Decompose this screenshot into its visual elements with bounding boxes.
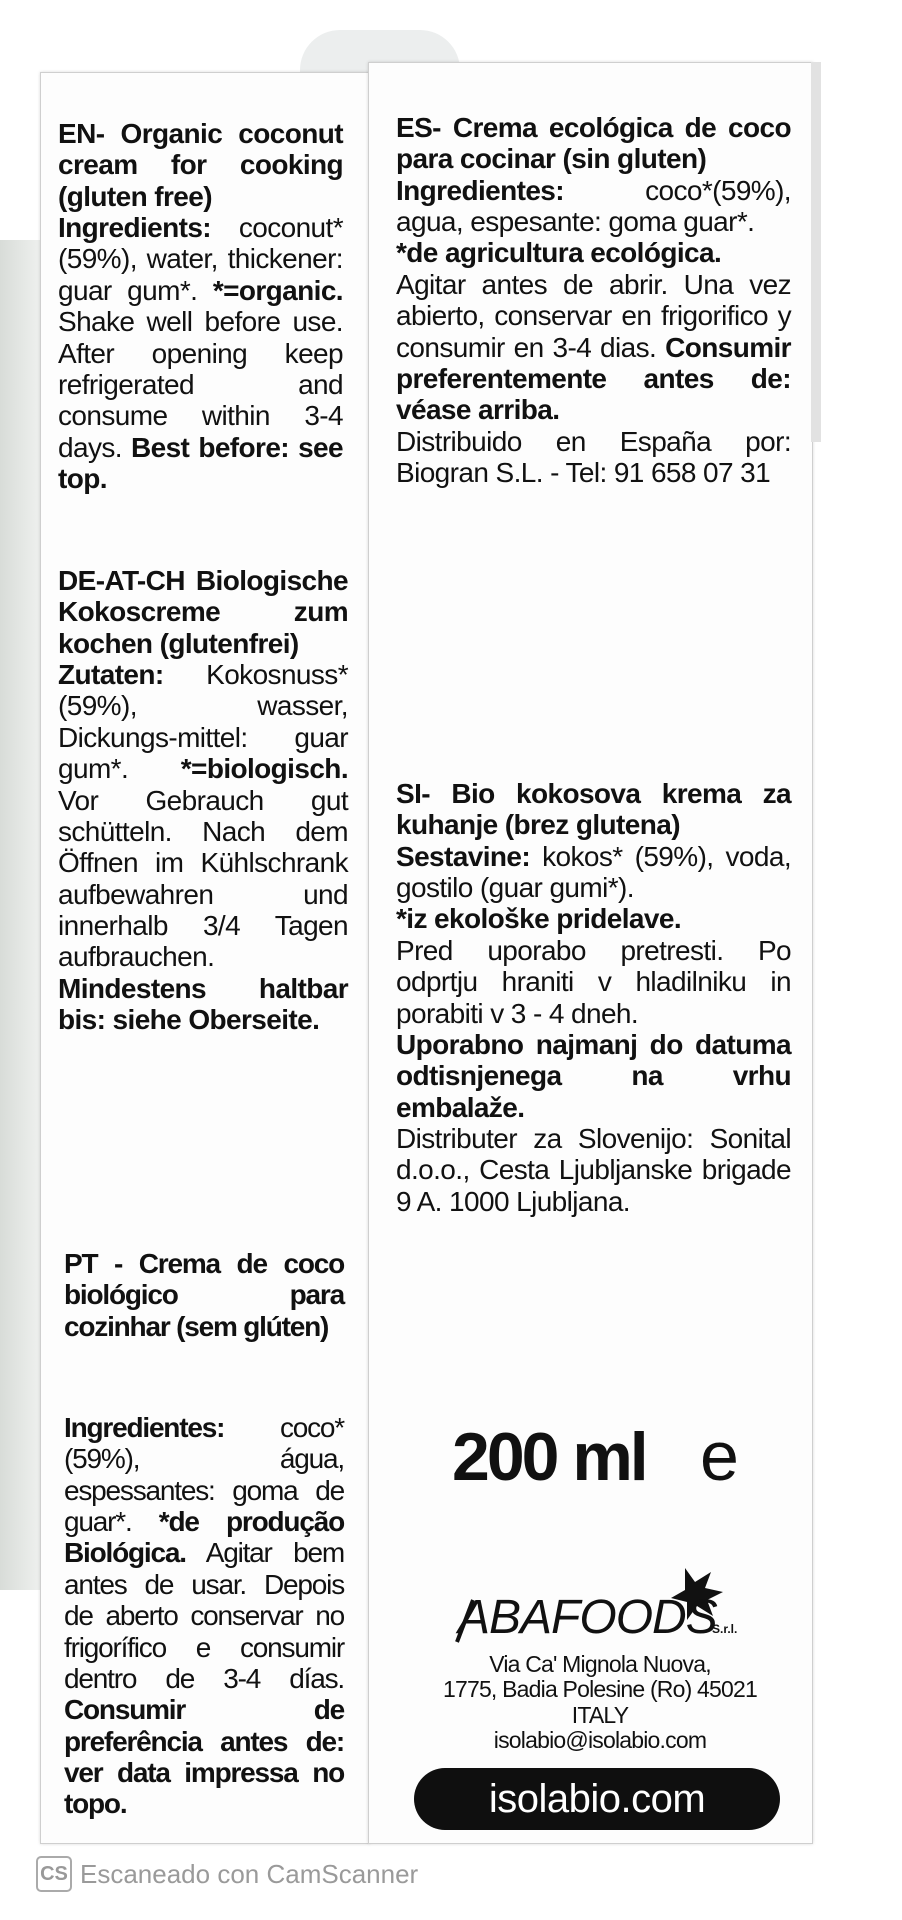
- address-line-2: 1775, Badia Polesine (Ro) 45021: [442, 1676, 758, 1703]
- brand-suffix: S.r.l.: [712, 1622, 738, 1636]
- slovenian-section: [396, 778, 791, 1217]
- portuguese-organic-note: *de produção Biológica.: [64, 1506, 344, 1569]
- net-volume: 200 ml: [452, 1419, 646, 1495]
- camscanner-label: Escaneado con CamScanner: [80, 1858, 419, 1889]
- spanish-instructions: Agitar antes de abrir. Una vez abierto, conservar en frigorifico y consumir en 3-4 dias.: [396, 268, 791, 363]
- brand-email: isolabio@isolabio.com: [493, 1726, 707, 1753]
- english-instructions: Shake well before use. After opening keep refrigerated and consume within 3-4 days.: [58, 306, 343, 463]
- spanish-title: ES- Crema ecológica de coco para cocinar (sin gluten): [396, 112, 791, 175]
- english-best-before: Best before:: [130, 431, 290, 463]
- spanish-section: [396, 112, 791, 488]
- spanish-ingredients-label: Ingredientes:: [396, 174, 565, 206]
- german-title: DE-AT-CH Biologische Kokoscreme zum kochen (glutenfrei): [58, 565, 348, 659]
- website-text: isolabio.com: [488, 1776, 706, 1821]
- english-title: EN- Organic coconut cream for cooking (gluten free): [58, 118, 343, 212]
- spanish-ingredients: coco*(59%), agua, espesante: goma guar*.: [396, 174, 791, 238]
- estimated-sign-icon: e: [700, 1417, 739, 1495]
- english-best-before-value: see top.: [58, 431, 343, 494]
- address-country: ITALY: [571, 1701, 629, 1728]
- camscanner-watermark: [36, 1856, 418, 1892]
- spanish-distributor: Distribuido en España por: Biogran S.L. - Tel: 91 658 07 31: [396, 425, 791, 488]
- background-shadow: [0, 240, 40, 1590]
- portuguese-instructions: Agitar bem antes de usar. Depois de aberto conservar no frigorífico e consumir dentro de 3-4 días.: [64, 1537, 344, 1694]
- address-line-1: Via Ca' Mignola Nuova,: [489, 1651, 711, 1677]
- slovenian-ingredients-label: Sestavine:: [396, 840, 531, 872]
- slovenian-distributor: Distributer za Slovenijo: Sonital d.o.o., Cesta Ljubljanske brigade 9 A. 1000 Ljubljana.: [396, 1122, 791, 1217]
- german-ingredients-label: Zutaten:: [58, 659, 164, 691]
- german-instructions: Vor Gebrauch gut schütteln. Nach dem Öffnen im Kühlschrank aufbewahren und innerhalb 3/4 Tagen aufbrauchen.: [58, 784, 348, 973]
- german-ingredients: Kokosnuss* (59%), wasser, Dickungs-mittel: guar gum*.: [58, 659, 348, 785]
- german-organic-note: *=biologisch.: [180, 753, 348, 785]
- carton-flap: [811, 62, 821, 442]
- english-section: [58, 118, 343, 494]
- website-badge: [414, 1768, 780, 1830]
- english-organic-note: *=organic.: [212, 274, 343, 306]
- brand-name: ABAFOODS: [458, 1591, 717, 1644]
- english-ingredients: coconut* (59%), water, thickener: guar gum*.: [58, 212, 343, 306]
- portuguese-best-before: Consumir de preferência antes de: ver data impressa no topo.: [64, 1694, 344, 1820]
- german-section: [58, 565, 348, 1035]
- english-ingredients-label: Ingredients:: [58, 212, 212, 244]
- spanish-organic-note: *de agricultura ecológica.: [396, 237, 722, 269]
- portuguese-section: [64, 1412, 344, 1820]
- german-best-before: Mindestens haltbar bis: siehe Oberseite.: [58, 972, 348, 1036]
- portuguese-ingredients: coco* (59%), água, espessantes: goma de guar*.: [64, 1412, 344, 1538]
- slovenian-organic-note: *iz ekološke pridelave.: [396, 903, 682, 935]
- portuguese-title-block: [64, 1248, 344, 1342]
- slovenian-instructions: Pred uporabo pretresti. Po odprtju hraniti v hladilniku in porabiti v 3 - 4 dneh.: [396, 934, 791, 1029]
- portuguese-ingredients-label: Ingredientes:: [64, 1412, 225, 1443]
- spanish-best-before: Consumir preferentemente antes de: véase arriba.: [396, 331, 791, 426]
- portuguese-title: PT - Crema de coco biológico para cozinhar (sem glúten): [64, 1248, 344, 1342]
- slovenian-title: SI- Bio kokosova krema za kuhanje (brez glutena): [396, 778, 791, 841]
- slovenian-best-before: Uporabno najmanj do datuma odtisnjenega na vrhu embalaže.: [396, 1028, 791, 1123]
- brand-address: [420, 1652, 780, 1753]
- camscanner-icon: CS: [36, 1856, 72, 1892]
- slovenian-ingredients: kokos* (59%), voda, gostilo (guar gumi*).: [396, 840, 791, 904]
